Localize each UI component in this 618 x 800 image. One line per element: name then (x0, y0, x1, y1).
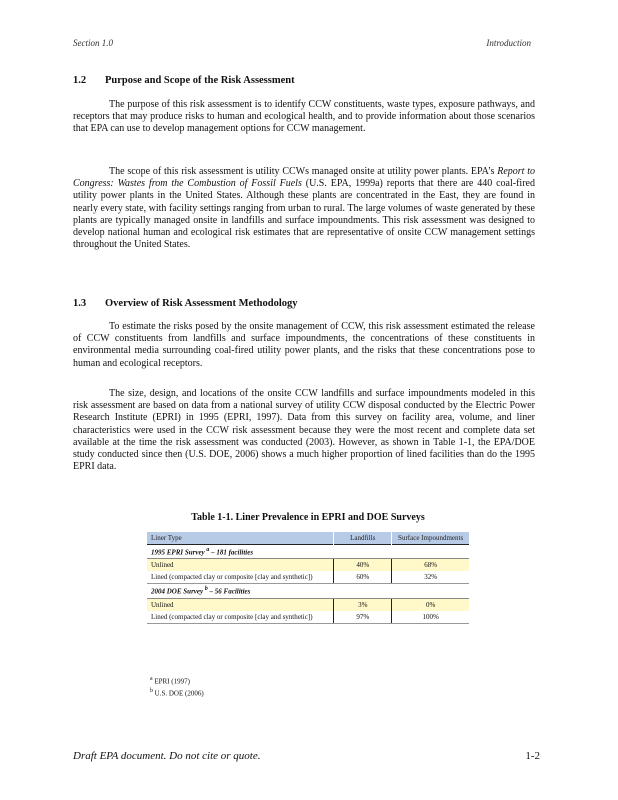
footnote-mark: a (206, 547, 210, 553)
cell-type: Lined (compacted clay or composite [clay and synthetic]) (147, 571, 334, 584)
footer-disclaimer: Draft EPA document. Do not cite or quote. (73, 750, 261, 762)
paragraph-purpose: The purpose of this risk assessment is to identify CCW constituents, waste types, exposure pathways, and receptors that may produce risks to human and ecological health, and to provide information about those scenarios that EPA can use to develop management options for CCW management. (73, 99, 535, 135)
paragraph-scope-part1: The scope of this risk assessment is utility CCWs managed onsite at utility power plants. EPA’s (109, 166, 498, 177)
footnote-a (150, 676, 190, 685)
survey-label (147, 545, 469, 559)
cell-impoundments: 100% (392, 611, 469, 624)
cell-impoundments: 0% (392, 598, 469, 611)
cell-landfills: 97% (334, 611, 392, 624)
cell-impoundments: 32% (392, 571, 469, 584)
survey-row-epri (147, 545, 469, 559)
table-row (147, 611, 469, 624)
report-title: Report to Congress: Wastes from the Combustion of Fossil Fuels (73, 166, 536, 190)
cell-landfills: 3% (334, 598, 392, 611)
footnote-mark: b (204, 586, 208, 593)
cell-type: Lined (compacted clay or composite [clay and synthetic]) (147, 611, 334, 624)
paragraph-scope (73, 166, 535, 251)
table-row (147, 598, 469, 611)
page-number: 1-2 (525, 750, 540, 762)
footnote-mark: b (150, 688, 153, 694)
section-title: Purpose and Scope of the Risk Assessment (105, 75, 295, 86)
footnote-text: EPRI (1997) (154, 677, 190, 686)
running-header-chapter: Introduction (486, 38, 531, 48)
cell-impoundments: 68% (392, 559, 469, 572)
footnote-mark: a (150, 676, 153, 682)
survey-label (147, 584, 469, 598)
survey-name: 2004 DOE Survey (151, 587, 204, 596)
cell-type: Unlined (147, 559, 334, 572)
footnote-b (150, 688, 204, 697)
liner-prevalence-table (147, 532, 469, 624)
running-header-section: Section 1.0 (73, 38, 113, 48)
cell-landfills: 60% (334, 571, 392, 584)
table-row (147, 559, 469, 572)
header-landfills: Landfills (334, 532, 392, 545)
section-heading-1-2 (73, 75, 543, 86)
footnote-text: U.S. DOE (2006) (154, 689, 204, 698)
table-row (147, 571, 469, 584)
paragraph-methodology-1: To estimate the risks posed by the onsite management of CCW, this risk assessment estimated the release of CCW constituents from landfills and surface impoundments, the concentrations of these constituents in environmental media surrounding coal-fired utility power plants, and the risks that these concentrations pose to human and ecological receptors. (73, 321, 535, 369)
table-caption: Table 1-1. Liner Prevalence in EPRI and DOE Surveys (191, 512, 425, 523)
section-heading-1-3 (73, 298, 543, 309)
survey-name: 1995 EPRI Survey (151, 548, 205, 557)
cell-type: Unlined (147, 598, 334, 611)
header-impoundments: Surface Impoundments (392, 532, 469, 545)
header-liner-type: Liner Type (147, 532, 334, 545)
survey-row-doe (147, 584, 469, 598)
cell-landfills: 40% (334, 559, 392, 572)
section-title: Overview of Risk Assessment Methodology (105, 298, 298, 309)
section-number: 1.3 (73, 298, 87, 309)
paragraph-scope-part2: (U.S. EPA, 1999a) reports that there are 440 coal-fired utility power plants in the United States. Although these plants are concentrated in the East, they are found in nearly every state, with facility settings ranging from urban to rural. The large volumes of waste generated by these plants are typically managed onsite in landfills and surface impoundments. This risk assessment was designed to develop national human and ecological risk estimates that are representative of onsite CCW management settings throughout the United States. (73, 178, 535, 251)
survey-count: – 56 Facilities (207, 587, 251, 596)
paragraph-methodology-2: The size, design, and locations of the onsite CCW landfills and surface impoundments modeled in this risk assessment are based on data from a national survey of utility CCW disposal conducted by the Electric Power Research Institute (EPRI) in 1995 (EPRI, 1997). Data from this survey on facility area, volume, and liner characteristics were used in the CCW risk assessment because they were the most recent and complete data set available at the time the risk assessment was conducted (2003). However, as shown in Table 1-1, the EPA/DOE study conducted since then (U.S. DOE, 2006) shows a much higher proportion of lined facilities than do the 1995 EPRI data. (73, 388, 535, 473)
section-number: 1.2 (73, 75, 87, 86)
survey-count: – 181 facilities (209, 548, 254, 557)
table-header-row (147, 532, 469, 545)
